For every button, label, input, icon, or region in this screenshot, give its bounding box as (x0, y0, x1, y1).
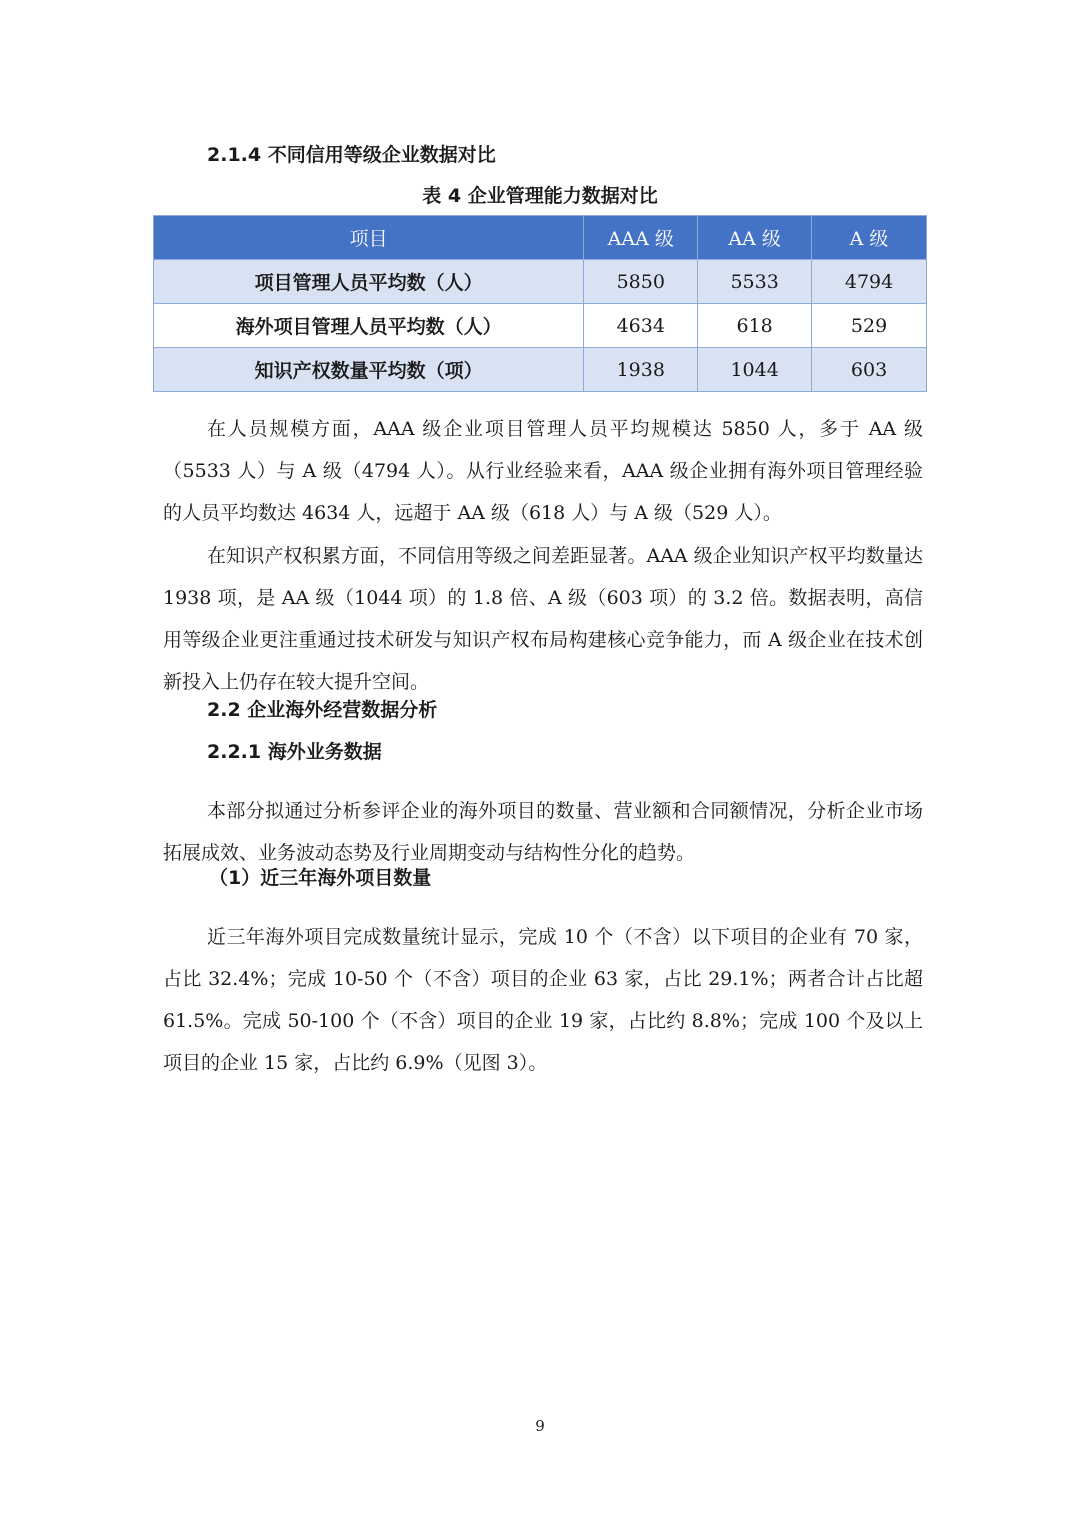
cell-aa: 618 (698, 304, 812, 348)
section-heading-2-2: 2.2 企业海外经营数据分析 (207, 699, 438, 721)
table-row (154, 260, 927, 304)
paragraph-project-count: 近三年海外项目完成数量统计显示，完成 10 个（不含）以下项目的企业有 70 家，占比 32.4%；完成 10-50 个（不含）项目的企业 63 家，占比 29.1%；两者合计占比超 61.5%。完成 50-100 个（不含）项目的企业 19 家，占比约 8.8%；完成 100 个及以上项目的企业 15 家，占比约 6.9%（见图 3）。 (163, 926, 923, 1074)
cell-aa: 5533 (698, 260, 812, 304)
paragraph-section-intro: 本部分拟通过分析参评企业的海外项目的数量、营业额和合同额情况，分析企业市场拓展成效、业务波动态势及行业周期变动与结构性分化的趋势。 (163, 800, 923, 864)
section-heading-2-2-1: 2.2.1 海外业务数据 (207, 741, 382, 763)
table-row (154, 348, 927, 392)
subheading-project-count: （1）近三年海外项目数量 (209, 867, 432, 889)
management-capability-table (153, 215, 927, 392)
cell-aaa: 4634 (584, 304, 698, 348)
table-row (154, 304, 927, 348)
column-header-aaa: AAA 级 (584, 216, 698, 260)
section-heading-2-1-4: 2.1.4 不同信用等级企业数据对比 (207, 144, 496, 166)
page-number: 9 (535, 1417, 545, 1435)
cell-a: 603 (812, 348, 927, 392)
column-header-item: 项目 (154, 216, 584, 260)
paragraph-personnel-scale: 在人员规模方面，AAA 级企业项目管理人员平均规模达 5850 人，多于 AA 级（5533 人）与 A 级（4794 人）。从行业经验来看，AAA 级企业拥有海外项目管理经验的人员平均数达 4634 人，远超于 AA 级（618 人）与 A 级（529 人）。 (163, 418, 923, 524)
row-label: 海外项目管理人员平均数（人） (154, 304, 584, 348)
cell-aaa: 1938 (584, 348, 698, 392)
cell-a: 4794 (812, 260, 927, 304)
table-header-row (154, 216, 927, 260)
cell-aa: 1044 (698, 348, 812, 392)
table-caption: 表 4 企业管理能力数据对比 (422, 185, 658, 207)
paragraph-intellectual-property: 在知识产权积累方面，不同信用等级之间差距显著。AAA 级企业知识产权平均数量达 1938 项，是 AA 级（1044 项）的 1.8 倍、A 级（603 项）的 3.2 倍。数据表明，高信用等级企业更注重通过技术研发与知识产权布局构建核心竞争能力，而 A 级企业在技术创新投入上仍存在较大提升空间。 (163, 545, 923, 693)
column-header-aa: AA 级 (698, 216, 812, 260)
cell-a: 529 (812, 304, 927, 348)
cell-aaa: 5850 (584, 260, 698, 304)
row-label: 知识产权数量平均数（项） (154, 348, 584, 392)
row-label: 项目管理人员平均数（人） (154, 260, 584, 304)
column-header-a: A 级 (812, 216, 927, 260)
